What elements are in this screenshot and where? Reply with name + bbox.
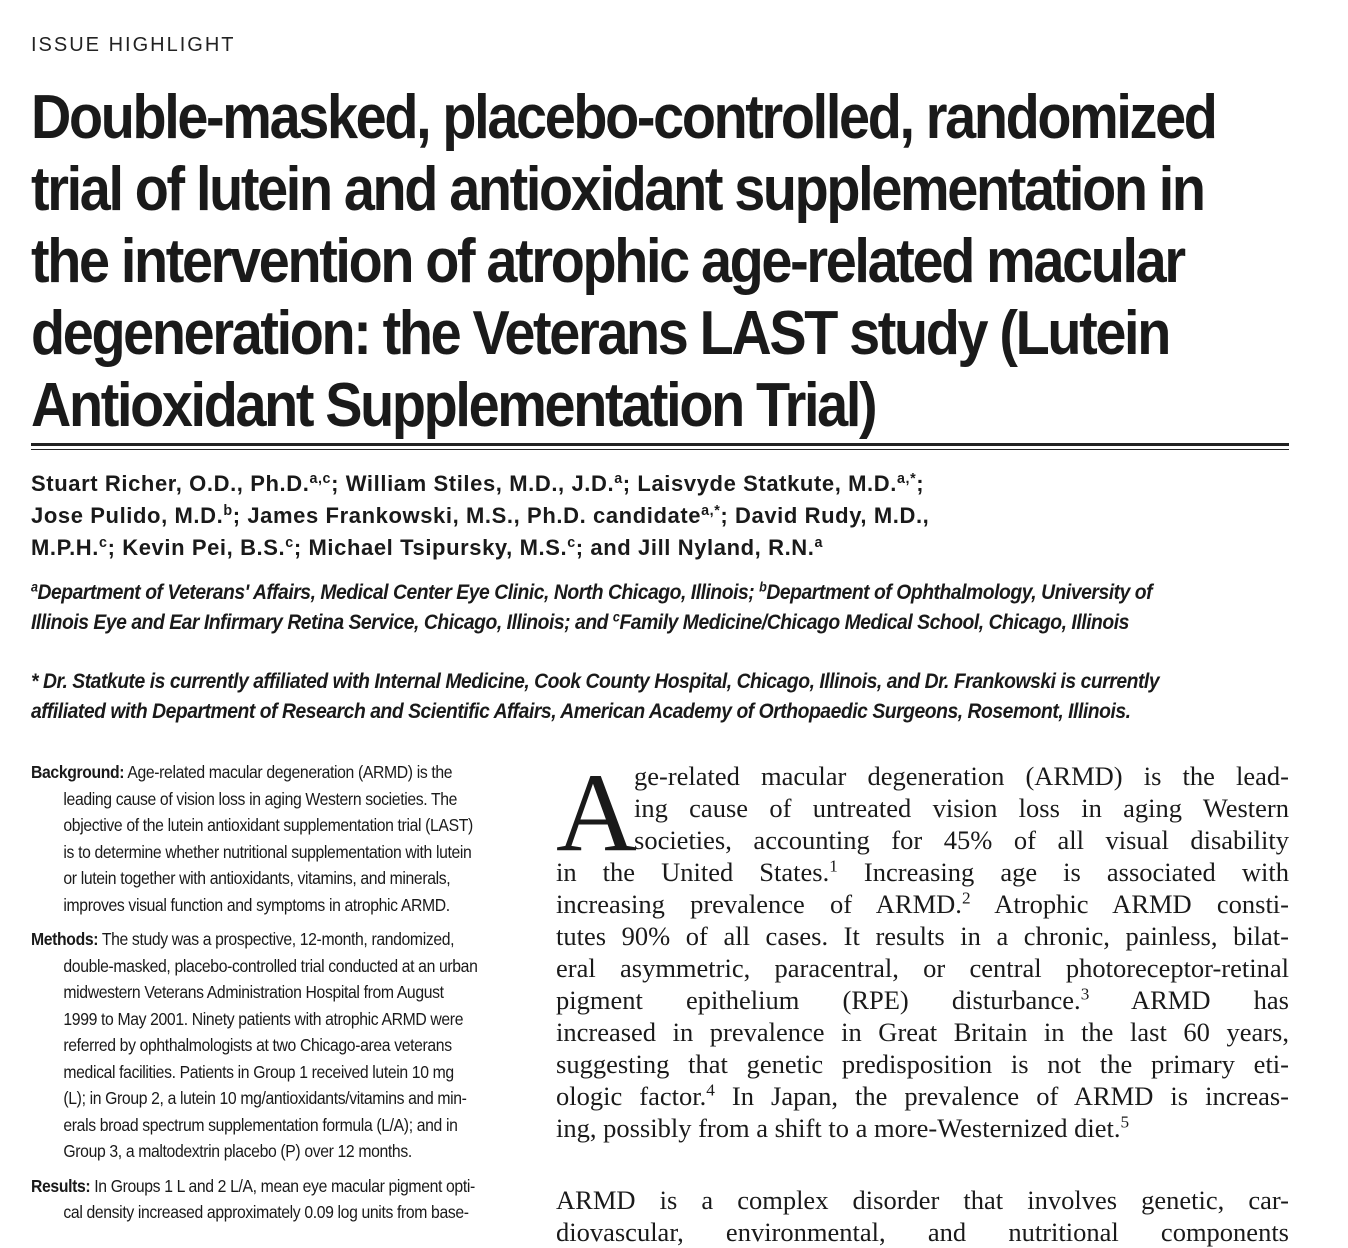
article-title — [31, 82, 1216, 442]
body-line: societies, accounting for 45% of all visual disability — [634, 825, 1289, 855]
abstract-line: double-masked, placebo-controlled trial conducted at an urban — [63, 955, 478, 976]
abstract-line: improves visual function and symptoms in atrophic ARMD. — [63, 894, 450, 915]
abstract-background — [31, 759, 508, 918]
abstract-line: medical facilities. Patients in Group 1 received lutein 10 mg — [63, 1061, 454, 1082]
body-line: pigment epithelium (RPE) disturbance.$^3$ ARMD has — [556, 984, 1289, 1015]
affiliation-line: Illinois Eye and Ear Infirmary Retina Service, Chicago, Illinois; and $^c$Family Medicine/Chicago Medical School, Chicago, Illinois — [31, 609, 1129, 634]
body-line: ing cause of untreated vision loss in aging Western — [634, 793, 1289, 823]
author-list — [31, 468, 1301, 564]
title-line: Antioxidant Supplementation Trial) — [31, 371, 876, 440]
author-line: Jose Pulido, M.D.$^b$; James Frankowski, M.S., Ph.D. candidate$^{a,*}$; David Rudy, M.D., — [31, 503, 930, 528]
note-line: affiliated with Department of Research and Scientific Affairs, American Academy of Orthopaedic Surgeons, Rosemont, Illinois. — [31, 700, 1131, 723]
affiliation-note — [31, 667, 1218, 727]
body-line: in the United States.$^1$ Increasing age is associated with — [556, 856, 1289, 887]
abstract-line: objective of the lutein antioxidant supplementation trial (LAST) — [63, 815, 473, 835]
body-line: ologic factor.$^4$ In Japan, the prevalence of ARMD is increas- — [556, 1080, 1289, 1111]
drop-cap: A — [556, 751, 637, 875]
body-line: eral asymmetric, paracentral, or central photoreceptor-retinal — [556, 953, 1289, 983]
abstract-line: is to determine whether nutritional supplementation with lutein — [63, 841, 472, 862]
title-line: trial of lutein and antioxidant supplementation in — [31, 155, 1204, 224]
author-line: Stuart Richer, O.D., Ph.D.$^{a,c}$; William Stiles, M.D., J.D.$^a$; Laisvyde Statkute, M.D.$^{a,*}$; — [31, 471, 925, 496]
title-rule-thin — [31, 449, 1289, 450]
abstract-results — [31, 1173, 508, 1226]
body-line: suggesting that genetic predisposition is not the primary eti- — [556, 1049, 1289, 1079]
abstract-line: cal density increased approximately 0.09 log units from base- — [63, 1202, 469, 1222]
abstract-methods — [31, 926, 508, 1165]
body-line: increasing prevalence of ARMD.$^2$ Atrophic ARMD consti- — [556, 888, 1289, 919]
title-line: degeneration: the Veterans LAST study (Lutein — [31, 299, 1169, 368]
abstract-line: Background: Age-related macular degeneration (ARMD) is the — [31, 762, 453, 782]
body-text — [556, 760, 1289, 1248]
abstract-line: Results: In Groups 1 L and 2 L/A, mean eye macular pigment opti- — [31, 1175, 475, 1196]
affiliations — [31, 578, 1218, 638]
author-line: M.P.H.$^c$; Kevin Pei, B.S.$^c$; Michael Tsipursky, M.S.$^c$; and Jill Nyland, R.N.$^a$ — [31, 535, 824, 560]
abstract-line: (L); in Group 2, a lutein 10 mg/antioxidants/vitamins and min- — [63, 1088, 467, 1108]
body-line: tutes 90% of all cases. It results in a chronic, painless, bilat- — [556, 921, 1289, 951]
section-kicker: ISSUE HIGHLIGHT — [31, 34, 236, 56]
abstract-line: Group 3, a maltodextrin placebo (P) over 12 months. — [63, 1141, 412, 1161]
abstract-line: erals broad spectrum supplementation formula (L/A); and in — [63, 1114, 458, 1135]
abstract-line: Methods: The study was a prospective, 12-month, randomized, — [31, 929, 455, 949]
body-line: ge-related macular degeneration (ARMD) is the lead- — [634, 761, 1289, 791]
title-line: Double-masked, placebo-controlled, randomized — [31, 83, 1216, 152]
body-line: ing, possibly from a shift to a more-Westernized diet.$^5$ — [556, 1112, 1130, 1143]
body-line: diovascular, environmental, and nutritional components — [556, 1217, 1289, 1247]
title-line: the intervention of atrophic age-related macular — [31, 227, 1184, 296]
abstract — [31, 759, 508, 1234]
body-line: ARMD is a complex disorder that involves genetic, car- — [556, 1185, 1289, 1215]
abstract-line: referred by ophthalmologists at two Chicago-area veterans — [63, 1035, 452, 1055]
affiliation-line: $^a$Department of Veterans' Affairs, Medical Center Eye Clinic, North Chicago, Illinois; $^b$Department of Ophthalmology, University of — [31, 579, 1153, 604]
note-line: * Dr. Statkute is currently affiliated with Internal Medicine, Cook County Hospital, Chicago, Illinois, and Dr. Frankowski is currently — [31, 670, 1160, 693]
abstract-line: leading cause of vision loss in aging Western societies. The — [63, 788, 458, 809]
abstract-line: midwestern Veterans Administration Hospital from August — [63, 982, 444, 1002]
abstract-line: 1999 to May 2001. Ninety patients with atrophic ARMD were — [63, 1008, 464, 1029]
abstract-line: or lutein together with antioxidants, vitamins, and minerals, — [63, 868, 451, 888]
body-paragraph — [556, 1184, 1289, 1248]
body-line: increased in prevalence in Great Britain in the last 60 years, — [556, 1017, 1289, 1047]
body-paragraph — [556, 760, 1289, 1144]
title-rule-thick — [31, 443, 1289, 446]
